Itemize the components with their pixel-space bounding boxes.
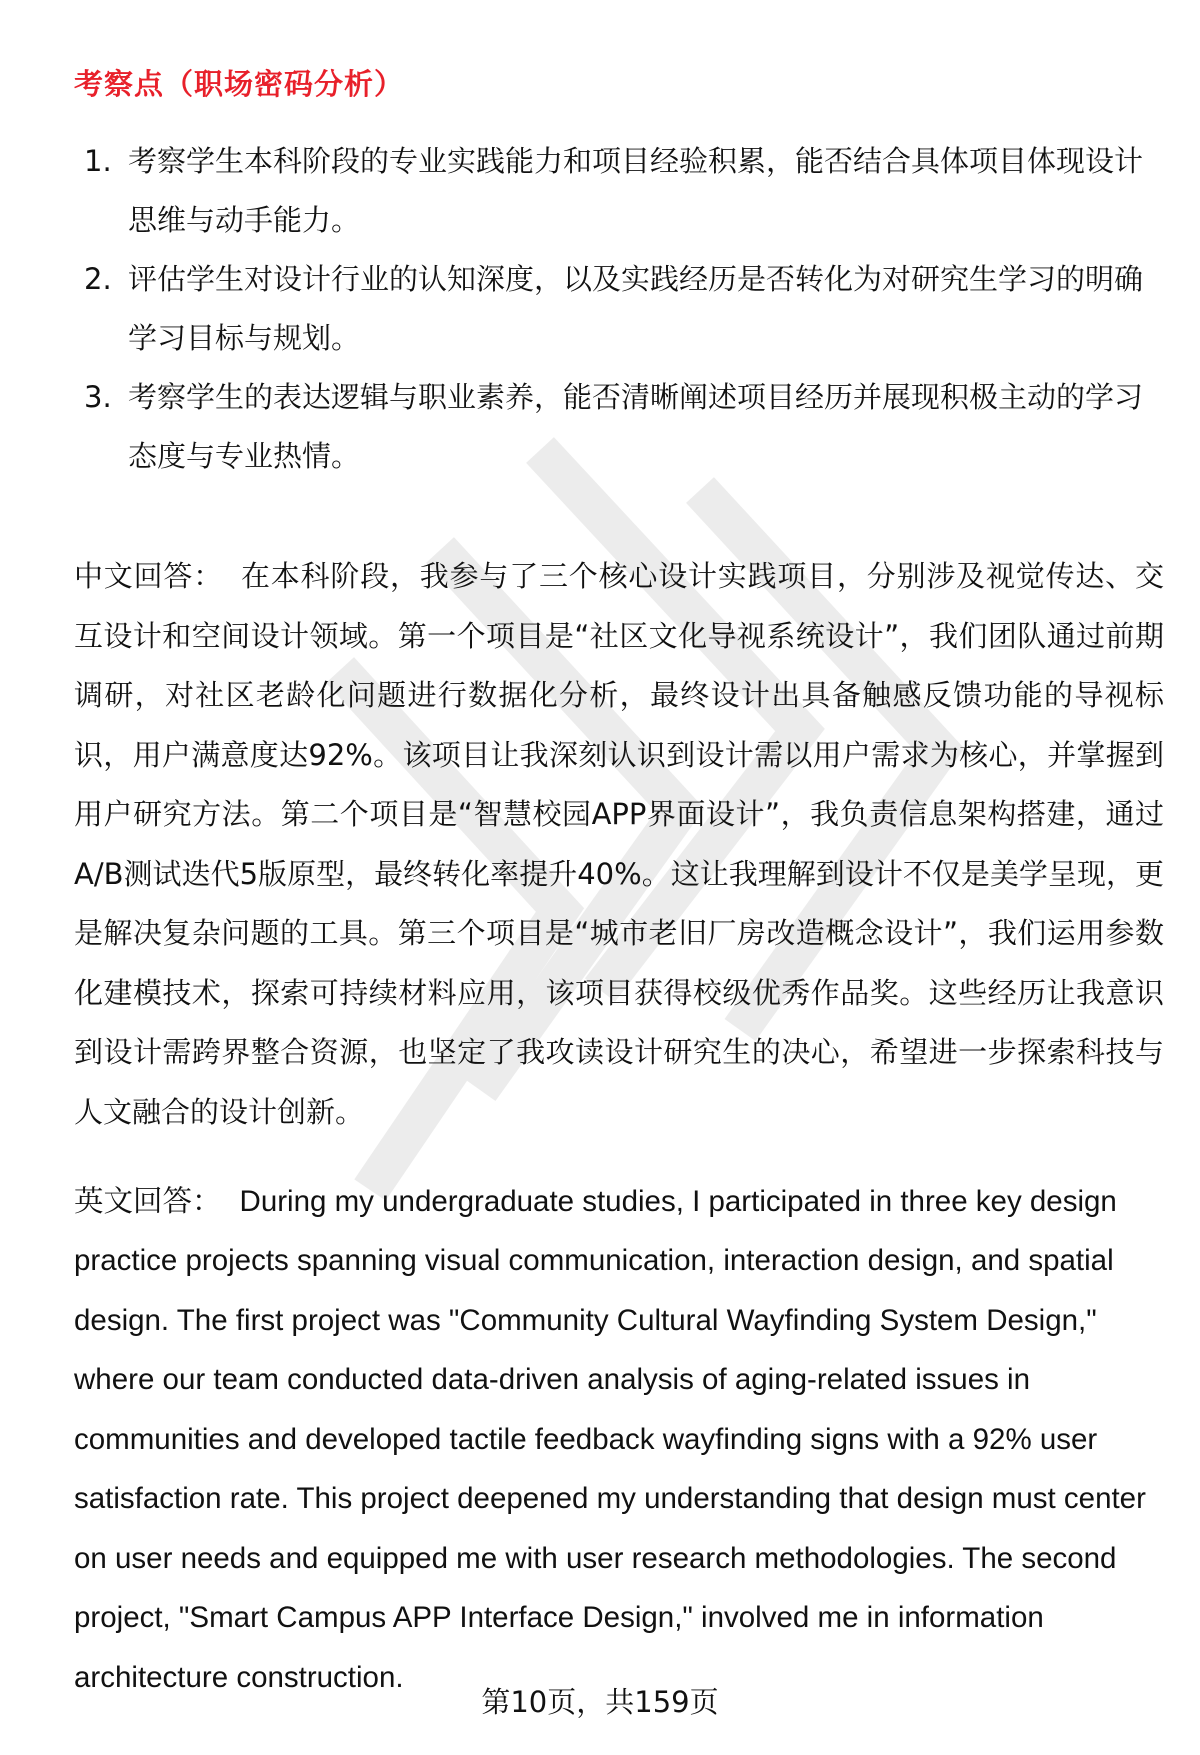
list-number: 1. (84, 144, 112, 178)
list-item-text: 考察学生的表达逻辑与职业素养，能否清晰阐述项目经历并展现积极主动的学习态度与专业热情。 (128, 380, 1144, 473)
list-item-text: 考察学生本科阶段的专业实践能力和项目经验积累，能否结合具体项目体现设计思维与动手能力。 (128, 144, 1144, 237)
english-answer-label: 英文回答： (74, 1183, 222, 1218)
list-item (74, 132, 1164, 250)
list-item-text: 评估学生对设计行业的认知深度，以及实践经历是否转化为对研究生学习的明确学习目标与规划。 (128, 262, 1144, 355)
list-item (74, 368, 1164, 486)
list-item (74, 250, 1164, 368)
page-indicator: 第10页，共159页 (481, 1685, 719, 1719)
list-number: 2. (84, 262, 112, 296)
chinese-answer-paragraph (74, 547, 1164, 1142)
chinese-answer-label: 中文回答： (74, 559, 223, 593)
english-answer-paragraph (74, 1172, 1164, 1708)
english-answer-text: During my undergraduate studies, I participated in three key design practice projects spanning visual communication, interaction design, and spatial design. The first project was "Community Cultural Wayfinding System Design," where our team conducted data-driven analysis of aging-related issues in communities and developed tactile feedback wayfinding signs with a 92% user satisfaction rate. This project deepened my understanding that design must center on user needs and equipped me with user research methodologies. The second project, "Smart Campus APP Interface Design," involved me in information architecture construction. (74, 1184, 1146, 1694)
list-number: 3. (84, 380, 112, 414)
section-heading: 考察点（职场密码分析） (74, 67, 405, 101)
assessment-points-list (74, 132, 1164, 486)
chinese-answer-text: 在本科阶段，我参与了三个核心设计实践项目，分别涉及视觉传达、交互设计和空间设计领域。第一个项目是“社区文化导视系统设计”，我们团队通过前期调研，对社区老龄化问题进行数据化分析，最终设计出具备触感反馈功能的导视标识，用户满意度达92%。该项目让我深刻认识到设计需以用户需求为核心，并掌握到用户研究方法。第二个项目是“智慧校园APP界面设计”，我负责信息架构搭建，通过A/B测试迭代5版原型，最终转化率提升40%。这让我理解到设计不仅是美学呈现，更是解决复杂问题的工具。第三个项目是“城市老旧厂房改造概念设计”，我们运用参数化建模技术，探索可持续材料应用，该项目获得校级优秀作品奖。这些经历让我意识到设计需跨界整合资源，也坚定了我攻读设计研究生的决心，希望进一步探索科技与人文融合的设计创新。 (74, 559, 1164, 1129)
